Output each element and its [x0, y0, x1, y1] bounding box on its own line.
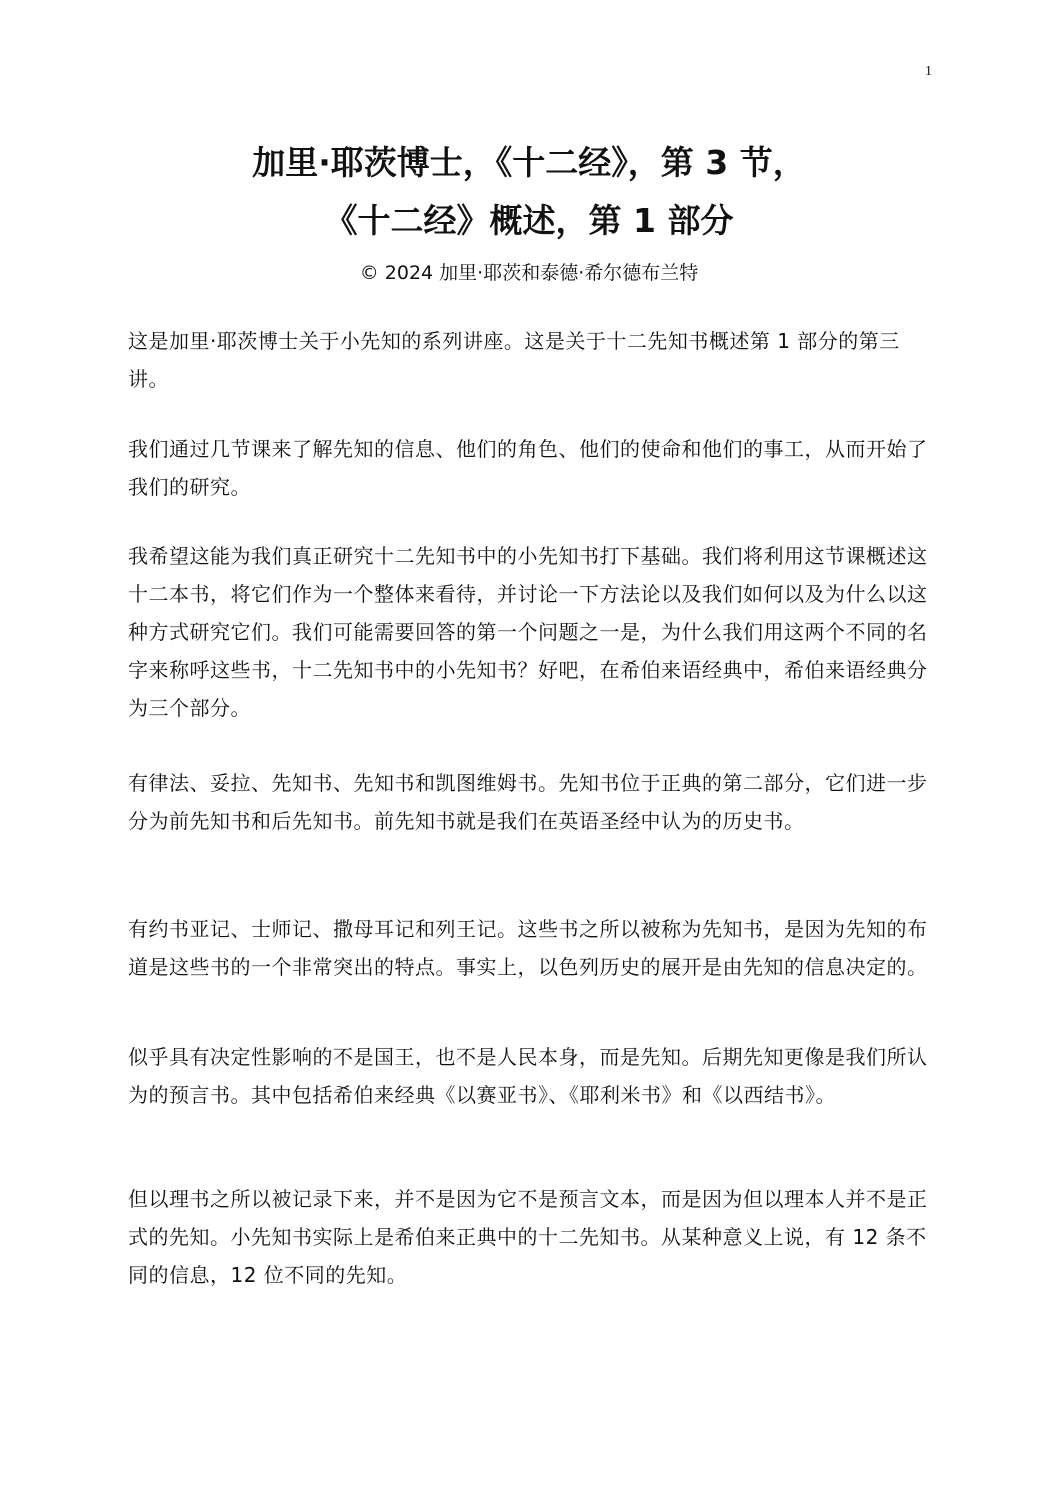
paragraph-1: 这是加里·耶茨博士关于小先知的系列讲座。这是关于十二先知书概述第 1 部分的第三讲。 [128, 329, 900, 391]
document-title [90, 134, 968, 250]
page-number: 1 [925, 64, 932, 79]
paragraph-4: 有律法、妥拉、先知书、先知书和凯图维姆书。先知书位于正典的第二部分，它们进一步分为前先知书和后先知书。前先知书就是我们在英语圣经中认为的历史书。 [128, 771, 928, 833]
paragraph-6: 似乎具有决定性影响的不是国王，也不是人民本身，而是先知。后期先知更像是我们所认为的预言书。其中包括希伯来经典《以赛亚书》、《耶利米书》和《以西结书》。 [128, 1045, 928, 1107]
paragraph-2: 我们通过几节课来了解先知的信息、他们的角色、他们的使命和他们的事工，从而开始了我们的研究。 [128, 437, 928, 499]
copyright-line: © 2024 加里·耶茨和泰德·希尔德布兰特 [359, 262, 699, 284]
title-line-2: 《十二经》概述，第 1 部分 [324, 201, 734, 240]
title-line-1: 加里·耶茨博士，《十二经》，第 3 节， [252, 143, 806, 182]
paragraph-3: 我希望这能为我们真正研究十二先知书中的小先知书打下基础。我们将利用这节课概述这十二本书，将它们作为一个整体来看待，并讨论一下方法论以及我们如何以及为什么以这种方式研究它们。我们可能需要回答的第一个问题之一是，为什么我们用这两个不同的名字来称呼这些书，十二先知书中的小先知书？好吧，在希伯来语经典中，希伯来语经典分为三个部分。 [128, 544, 928, 720]
paragraph-7: 但以理书之所以被记录下来，并不是因为它不是预言文本，而是因为但以理本人并不是正式的先知。小先知书实际上是希伯来正典中的十二先知书。从某种意义上说，有 12 条不同的信息，12 位不同的先知。 [128, 1187, 928, 1287]
paragraph-5: 有约书亚记、士师记、撒母耳记和列王记。这些书之所以被称为先知书，是因为先知的布道是这些书的一个非常突出的特点。事实上，以色列历史的展开是由先知的信息决定的。 [128, 917, 928, 979]
